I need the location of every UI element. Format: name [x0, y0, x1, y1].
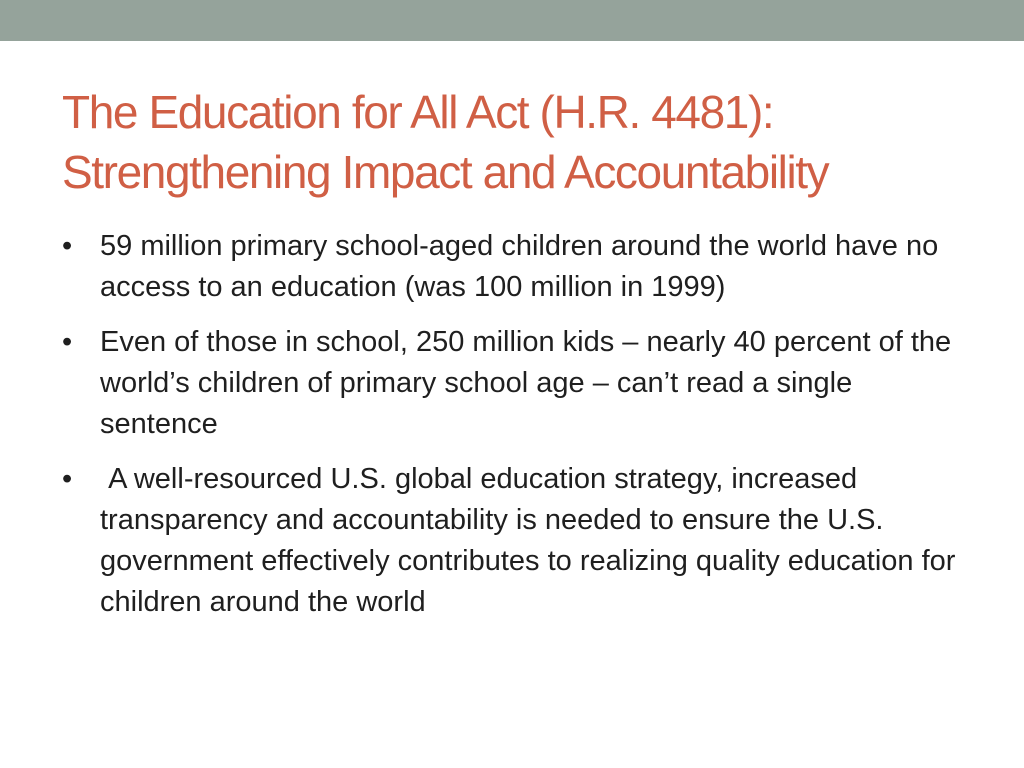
slide-top-bar: [0, 0, 1024, 41]
bullet-list: [62, 226, 972, 637]
bullet-text-2: Even of those in school, 250 million kids – nearly 40 percent of the world’s children of primary school age – can’t read a single sentence: [100, 326, 952, 440]
bullet-icon: •: [62, 326, 73, 358]
bullet-icon: •: [62, 463, 73, 495]
bullet-icon: •: [62, 230, 73, 262]
slide-title-line-1: The Education for All Act (H.R. 4481):: [62, 86, 774, 138]
bullet-text-1: 59 million primary school-aged children around the world have no access to an education (was 100 million in 1999): [100, 230, 939, 303]
bullet-text-3: A well-resourced U.S. global education strategy, increased transparency and accountability is needed to ensure the U.S. government effectively contributes to realizing quality education for children around the world: [100, 463, 964, 618]
slide-title: [62, 82, 992, 202]
bullet-item-2: [62, 322, 972, 445]
slide-title-line-2: Strengthening Impact and Accountability: [62, 146, 829, 198]
bullet-item-1: [62, 226, 972, 308]
bullet-item-3: [62, 459, 972, 623]
